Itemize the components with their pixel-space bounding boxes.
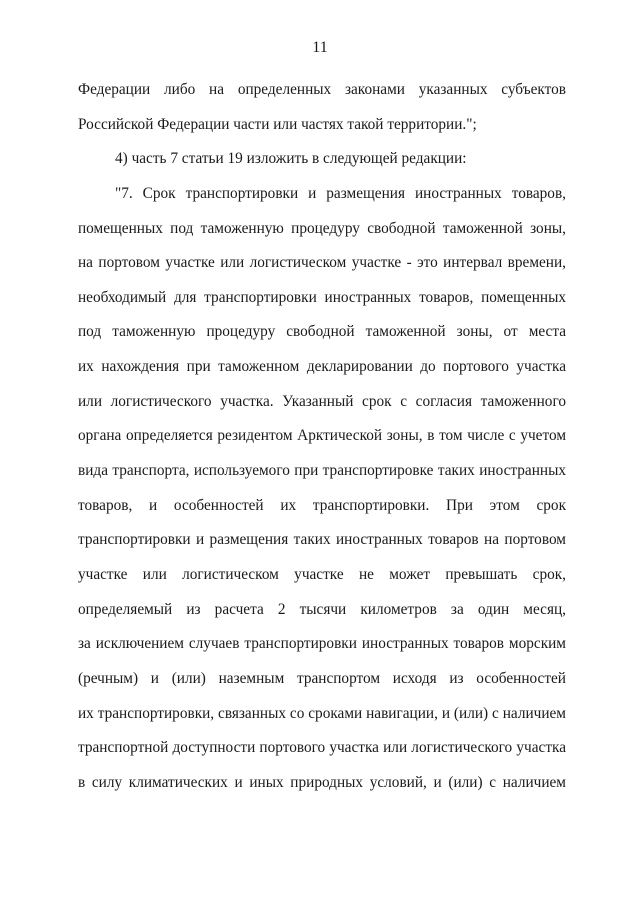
quoted-paragraph-start: "7. Срок транспортировки и размещения иностранных товаров, [115,184,566,202]
text-line: их транспортировки, связанных со сроками навигации, и (или) с наличием [78,704,566,722]
text-line: на портовом участке или логистическом участке - это интервал времени, [78,254,566,272]
list-item-line: 4) часть 7 статьи 19 изложить в следующей редакции: [115,150,467,168]
text-line: Федерации либо на определенных законами указанных субъектов [78,81,566,98]
text-line: Российской Федерации части или частях такой территории."; [78,115,477,133]
text-line: за исключением случаев транспортировки иностранных товаров морским [78,635,566,653]
text-line: вида транспорта, используемого при транспортировке таких иностранных [78,462,566,480]
page-number: 11 [312,39,328,56]
text-line: определяемый из расчета 2 тысячи километров за один месяц, [78,600,566,618]
text-line: необходимый для транспортировки иностранных товаров, помещенных [78,288,566,306]
text-line: или логистического участка. Указанный срок с согласия таможенного [78,392,566,410]
text-line: транспортной доступности портового участка или логистического участка [78,739,566,757]
text-line: (речным) и (или) наземным транспортом исходя из особенностей [78,669,566,687]
text-line: органа определяется резидентом Арктической зоны, в том числе с учетом [78,427,566,445]
text-line: помещенных под таможенную процедуру свободной таможенной зоны, [78,219,566,237]
text-line: участке или логистическом участке не может превышать срок, [78,565,566,583]
body-text [78,73,566,800]
text-line: в силу климатических и иных природных условий, и (или) с наличием [78,773,566,791]
text-line: транспортировки и размещения таких иностранных товаров на портовом [78,531,566,549]
text-line: их нахождения при таможенном декларировании до портового участка [78,358,566,376]
text-line: товаров, и особенностей их транспортировки. При этом срок [78,496,566,514]
text-line: под таможенную процедуру свободной таможенной зоны, от места [78,323,566,341]
